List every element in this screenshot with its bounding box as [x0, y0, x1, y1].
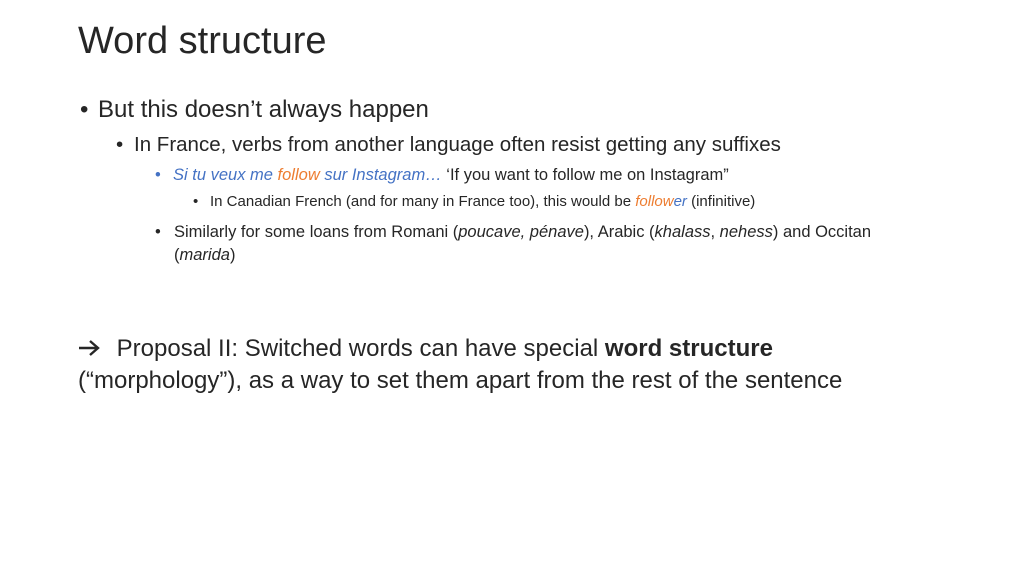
canadian-text2: (infinitive): [686, 193, 756, 210]
romani-words: poucave, pénave: [458, 223, 584, 241]
canadian-text1: In Canadian French (and for many in France too), this would be: [210, 193, 636, 210]
canadian-loan-word: follow: [635, 193, 674, 210]
bullet-text: In France, verbs from another language often resist getting any suffixes: [134, 133, 781, 156]
proposal-text2: (“morphology”), as a way to set them apart from the rest of the sentence: [78, 367, 843, 394]
bullet-dot: •: [155, 166, 161, 184]
proposal-text1: Proposal II: Switched words can have special: [110, 335, 605, 362]
example-french-part2: sur Instagram…: [319, 166, 442, 184]
similarly-t1: Similarly for some loans from Romani (: [174, 223, 459, 241]
bullet-level3-similarly: [155, 221, 925, 267]
bullet-dot: •: [116, 133, 124, 156]
similarly-t4: ) and Occitan (: [174, 223, 872, 264]
example-gloss: ‘If you want to follow me on Instagram”: [441, 166, 729, 184]
proposal-paragraph: [78, 333, 878, 397]
bullet-level1: [80, 96, 429, 124]
bullet-dot: •: [193, 193, 199, 210]
bullet-dot: •: [80, 96, 89, 123]
right-arrow-icon: [78, 339, 102, 357]
arabic-word-2: nehess: [719, 223, 773, 241]
bullet-level3-example: [155, 166, 729, 185]
bullet-level2: [116, 133, 781, 157]
similarly-t5: ): [229, 246, 236, 264]
canadian-suffix: er: [673, 193, 687, 210]
similarly-t3: ,: [710, 223, 720, 241]
bullet-text: But this doesn’t always happen: [98, 96, 429, 123]
slide-title: Word structure: [78, 20, 327, 62]
bullet-dot: •: [155, 223, 161, 241]
proposal-bold: word structure: [604, 335, 773, 362]
occitan-word: marida: [179, 246, 230, 264]
bullet-level4: [193, 193, 755, 210]
arabic-word-1: khalass: [654, 223, 711, 241]
example-loan-word: follow: [277, 166, 320, 184]
example-french-part1: Si tu veux me: [173, 166, 278, 184]
similarly-t2: ), Arabic (: [583, 223, 655, 241]
similarly-text: [174, 221, 925, 267]
